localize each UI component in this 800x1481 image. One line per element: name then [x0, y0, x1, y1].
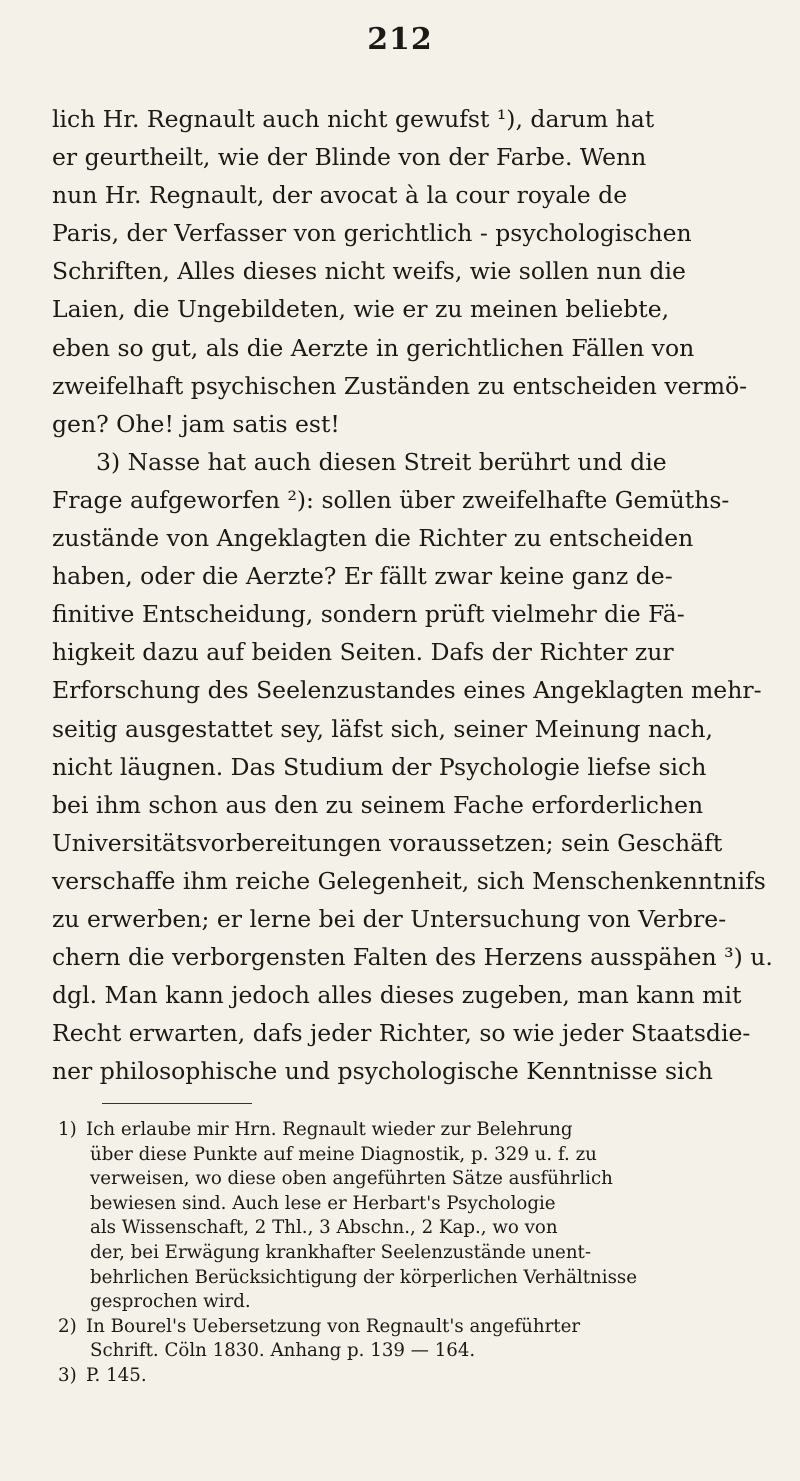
text-line: Universitätsvorbereitungen voraussetzen; sein Geschäft: [52, 828, 723, 857]
text-line: finitive Entscheidung, sondern prüft vielmehr die Fä-: [52, 600, 685, 629]
text-line: nun Hr. Regnault, der avocat à la cour royale de: [52, 181, 628, 210]
text-line: Laien, die Ungebildeten, wie er zu meinen beliebte,: [52, 295, 670, 324]
text-line: Paris, der Verfasser von gerichtlich - psychologischen: [52, 219, 692, 248]
footnote-line: gesprochen wird.: [90, 1291, 251, 1313]
text-line: lich Hr. Regnault auch nicht gewufst ¹), darum hat: [52, 105, 655, 133]
footnote-line: In Bourel's Uebersetzung von Regnault's angeführter: [86, 1315, 581, 1337]
footnote-line: als Wissenschaft, 2 Thl., 3 Abschn., 2 Kap., wo von: [90, 1217, 558, 1239]
footnote-3: [52, 1364, 782, 1389]
footnote-line: Schrift. Cöln 1830. Anhang p. 139 — 164.: [90, 1340, 476, 1362]
text-line: verschaffe ihm reiche Gelegenheit, sich Menschenkenntnifs: [52, 866, 766, 895]
footnote-mark: 1): [58, 1119, 77, 1140]
footnote-divider: [102, 1103, 252, 1104]
footnote-mark: 3): [58, 1364, 77, 1386]
text-line: zustände von Angeklagten die Richter zu entscheiden: [52, 524, 694, 553]
footnote-line: über diese Punkte auf meine Diagnostik, p. 329 u. f. zu: [90, 1143, 597, 1165]
text-line: ner philosophische und psychologische Kenntnisse sich: [52, 1057, 713, 1086]
text-line: zu erwerben; er lerne bei der Untersuchung von Verbre-: [52, 904, 727, 933]
text-line: nicht läugnen. Das Studium der Psychologie liefse sich: [52, 752, 707, 781]
text-line: dgl. Man kann jedoch alles dieses zugeben, man kann mit: [52, 981, 742, 1010]
text-line: zweifelhaft psychischen Zuständen zu entscheiden vermö-: [52, 371, 748, 400]
footnote-mark: 2): [58, 1315, 77, 1337]
footnote-line: behrlichen Berücksichtigung der körperlichen Verhältnisse: [90, 1266, 638, 1288]
footnote-2: [52, 1315, 782, 1364]
text-line: Schriften, Alles dieses nicht weifs, wie sollen nun die: [52, 257, 686, 286]
footnote-line: P. 145.: [86, 1364, 147, 1386]
text-line: bei ihm schon aus den zu seinem Fache erforderlichen: [52, 790, 704, 819]
footnote-1: [52, 1118, 782, 1315]
body-text: [52, 100, 772, 1090]
text-line: haben, oder die Aerzte? Er fällt zwar keine ganz de-: [52, 562, 673, 591]
text-line: seitig ausgestattet sey, läfst sich, seiner Meinung nach,: [52, 714, 713, 743]
footnote-line: Ich erlaube mir Hrn. Regnault wieder zur Belehrung: [86, 1119, 573, 1140]
text-line: eben so gut, als die Aerzte in gerichtlichen Fällen von: [52, 333, 695, 362]
text-line: higkeit dazu auf beiden Seiten. Dafs der Richter zur: [52, 638, 674, 667]
footnotes: [52, 1118, 782, 1389]
text-line: 3) Nasse hat auch diesen Streit berührt und die: [96, 447, 667, 476]
footnote-line: der, bei Erwägung krankhafter Seelenzustände unent-: [90, 1241, 591, 1263]
text-line: er geurtheilt, wie der Blinde von der Farbe. Wenn: [52, 143, 647, 172]
text-line: Recht erwarten, dafs jeder Richter, so wie jeder Staatsdie-: [52, 1019, 751, 1048]
text-line: gen? Ohe! jam satis est!: [52, 409, 340, 438]
footnote-line: bewiesen sind. Auch lese er Herbart's Psychologie: [90, 1192, 556, 1214]
text-line: Erforschung des Seelenzustandes eines Angeklagten mehr-: [52, 676, 762, 705]
text-line: Frage aufgeworfen ²): sollen über zweifelhafte Gemüths-: [52, 485, 730, 514]
footnote-line: verweisen, wo diese oben angeführten Sätze ausführlich: [90, 1168, 613, 1190]
text-line: chern die verborgensten Falten des Herzens ausspähen ³) u.: [52, 943, 773, 972]
page-number: 212: [367, 22, 433, 57]
